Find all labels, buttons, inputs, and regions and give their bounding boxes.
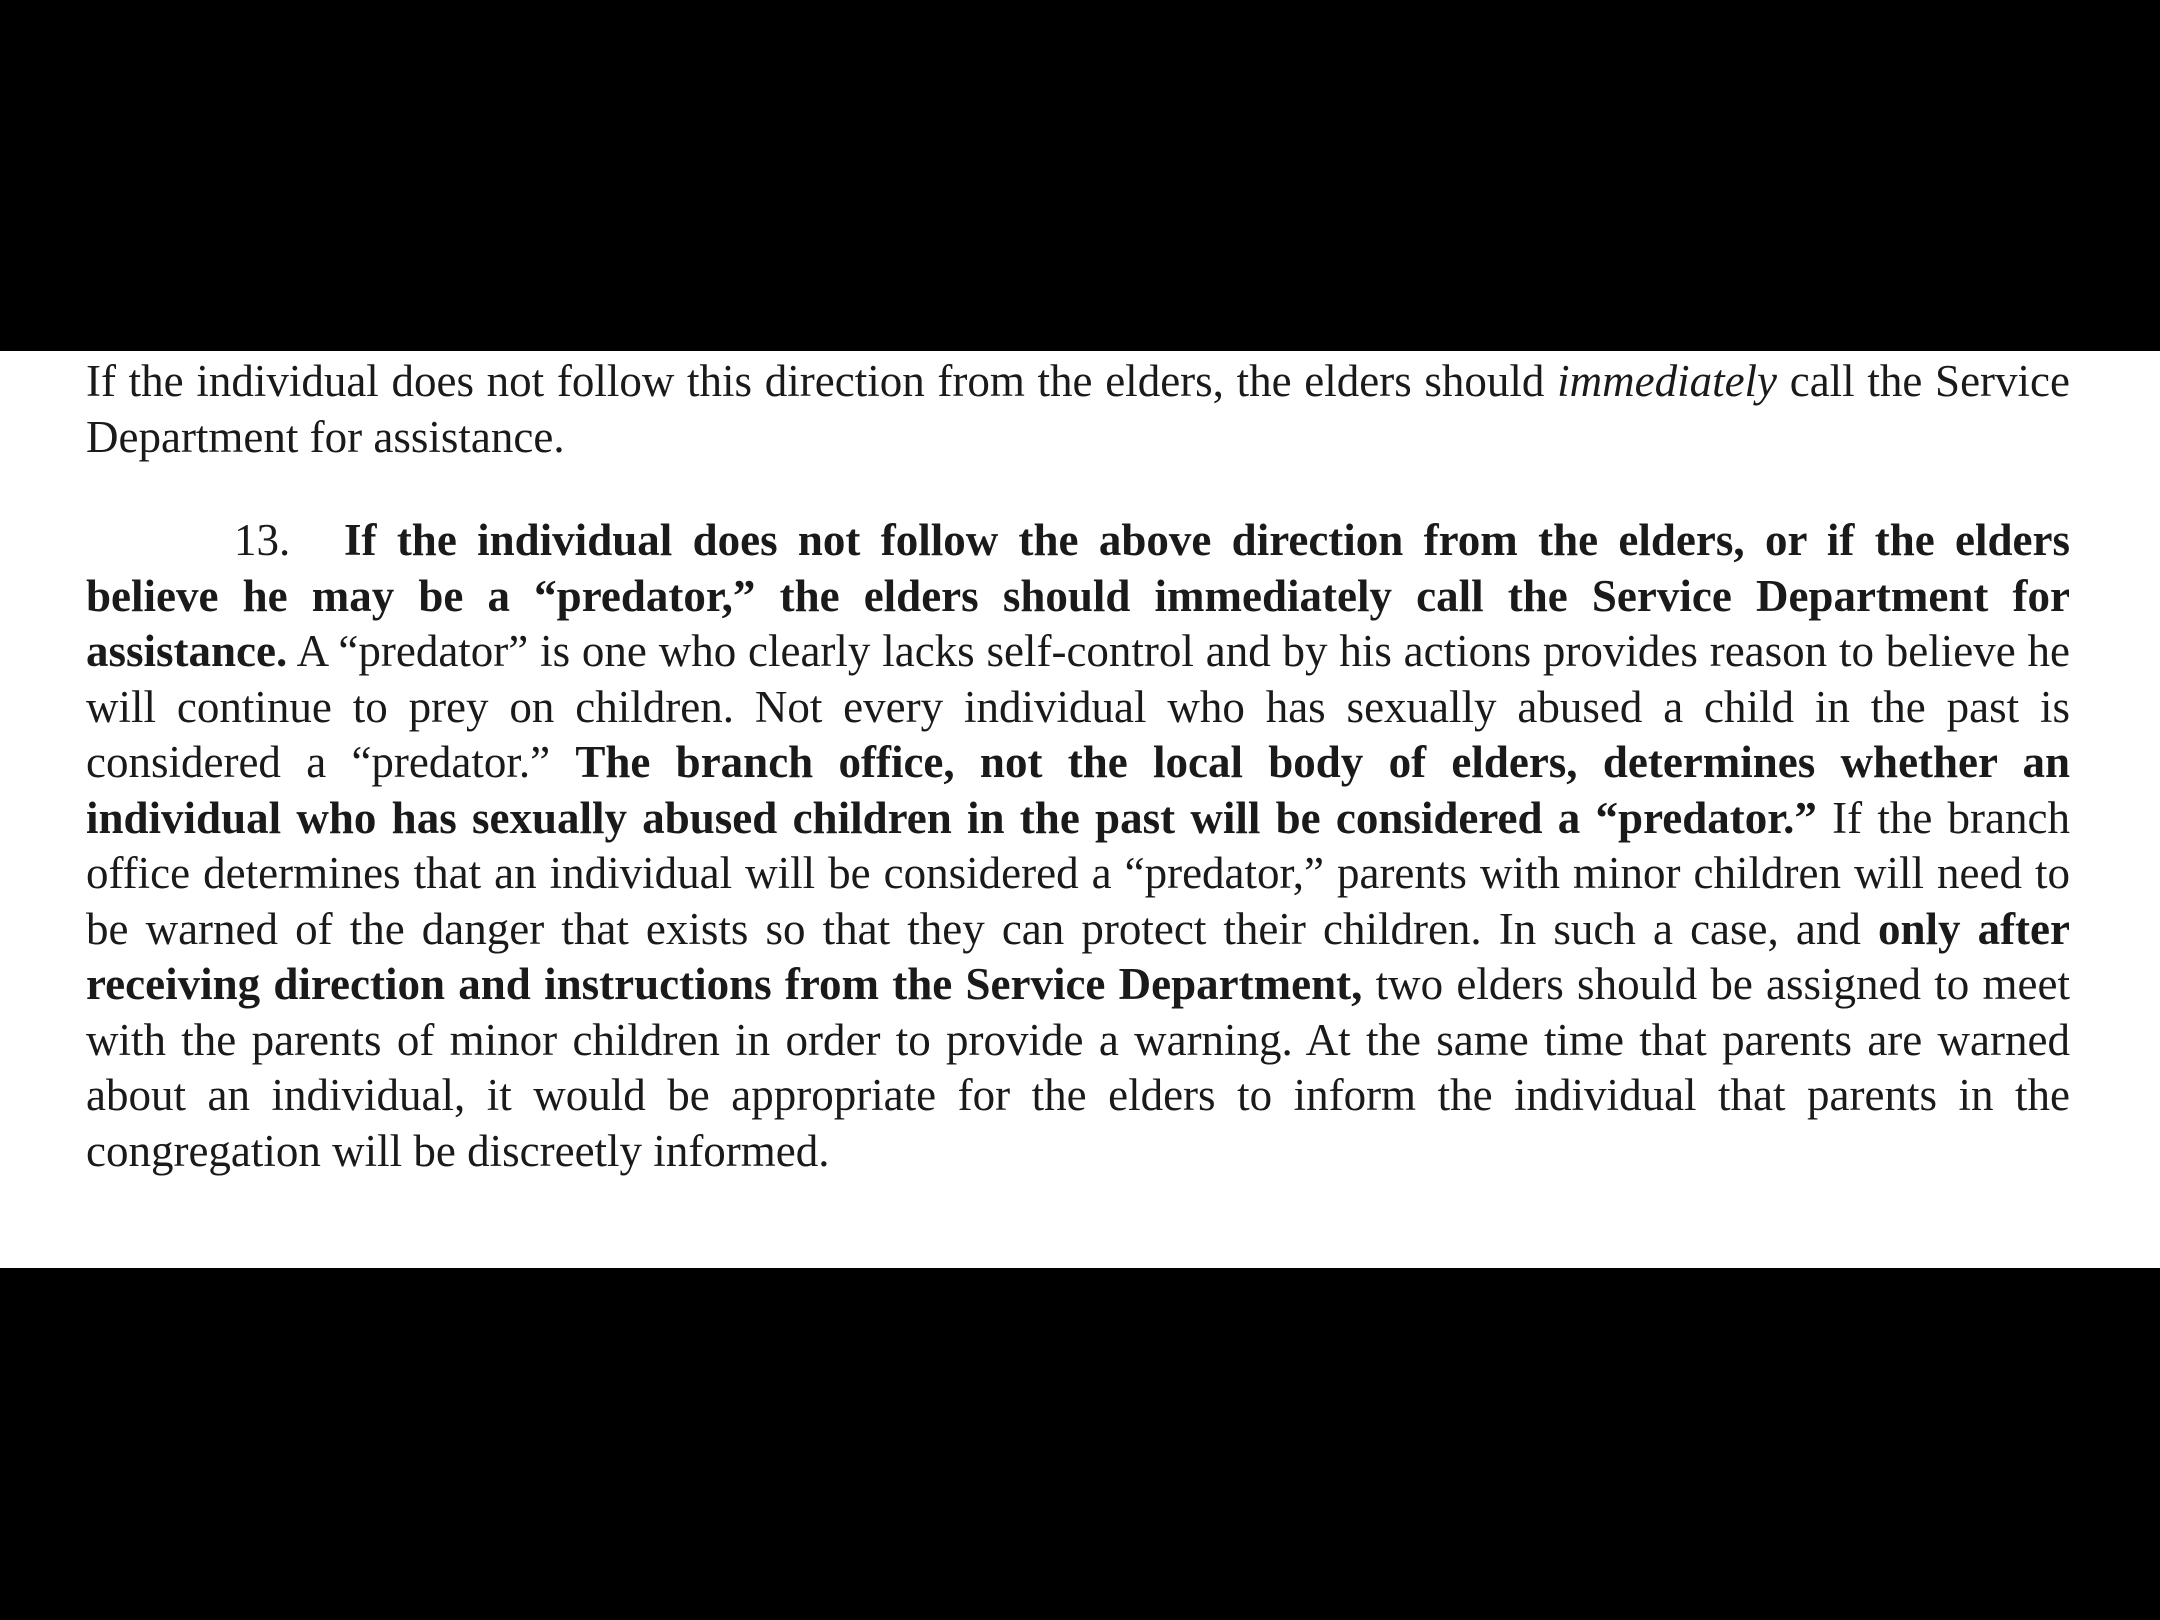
paragraph-1-text-end: call the Service Department for assistance. [86,356,2070,462]
paragraph-number: 13. [234,515,291,565]
paragraph-13-bold-1: If the individual does not follow the above direction from the elders, or if the elders believe he may be a “predator,” the elders should immediately call the Service Department for assistance. [86,515,2070,676]
paragraph-13-bold-2: The branch office, not the local body of elders, determines whether an individual who has sexually abused children in the past will be considered a “predator.” [86,737,2070,843]
paragraph-13-text-1: A “predator” is one who clearly lacks self-control and by his actions provides reason to believe he will continue to prey on children. Not every individual who has sexually abused a child in the past is considered a “predator.” [86,626,2070,787]
paragraph-13-text-3: two elders should be assigned to meet with the parents of minor children in order to provide a warning. At the same time that parents are warned about an individual, it would be appropriate for the elders to inform the individual that parents in the congregation will be discreetly informed. [86,959,2070,1176]
paragraph-1 [86,354,2070,465]
paragraph-1-text-start: If the individual does not follow this direction from the elders, the elders should [86,356,1558,406]
document-page-excerpt [0,351,2160,1268]
black-letterbox-top [0,0,2160,351]
black-letterbox-bottom [0,1268,2160,1620]
paragraph-1-italic-emphasis: immediately [1557,356,1778,406]
paragraph-13-text-2: If the branch office determines that an individual will be considered a “predator,” parents with minor children will need to be warned of the danger that exists so that they can protect their children. In such a case, and [86,792,2070,954]
paragraph-13-bold-3: only after receiving direction and instructions from the Service Department, [86,903,2070,1009]
paragraph-13 [86,513,2070,1179]
